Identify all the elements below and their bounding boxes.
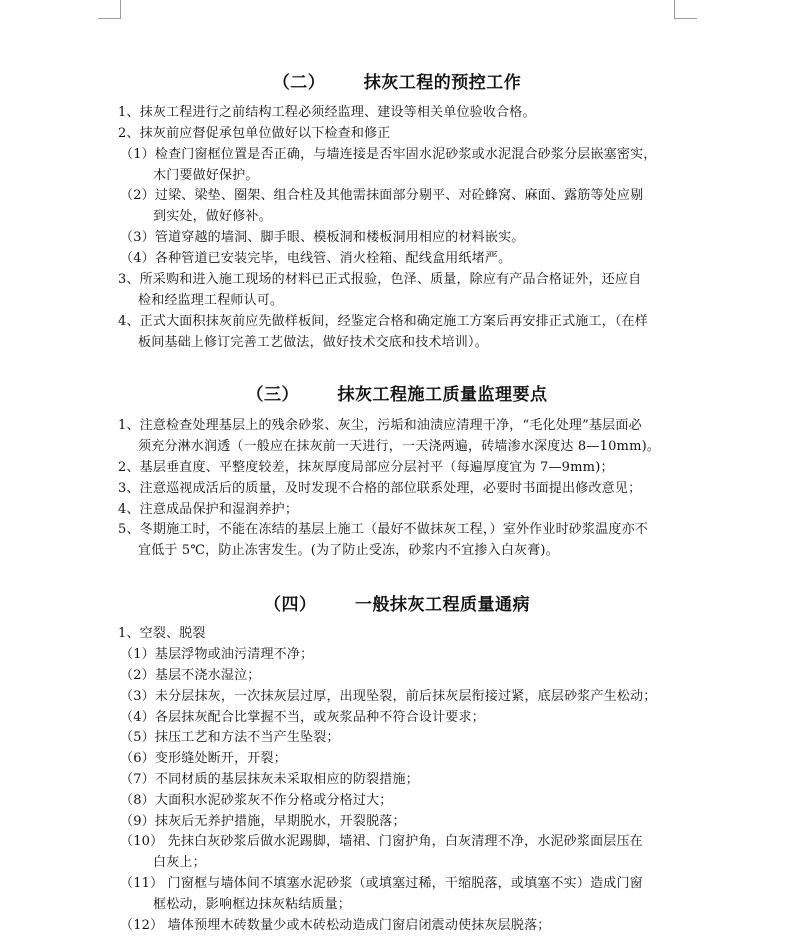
paragraph-line: 宜低于 5℃，防止冻害发生。(为了防止受冻，砂浆内不宜掺入白灰膏)。: [138, 543, 559, 558]
section-heading: （四） 一般抹灰工程质量通病: [263, 595, 530, 615]
paragraph-line: 检和经监理工程师认可。: [138, 293, 284, 308]
paragraph-line: （8）大面积水泥砂浆灰不作分格或分格过大；: [120, 793, 393, 808]
paragraph-line: （2）基层不浇水湿泣；: [120, 668, 261, 683]
paragraph-line: （6）变形缝处断开，开裂；: [120, 751, 287, 766]
crop-mark-top-right: [674, 0, 697, 19]
crop-mark-top-left: [98, 0, 121, 19]
section-heading: （三） 抹灰工程施工质量监理要点: [246, 385, 548, 405]
paragraph-line: 到实处，做好修补。: [153, 209, 272, 224]
paragraph-line: 1、注意检查处理基层上的残余砂浆、灰尘，污垢和油渍应清理干净，“毛化处理”基层面必: [118, 418, 642, 433]
paragraph-line: （4）各种管道已安装完毕，电线管、消火栓箱、配线盒用纸堵严。: [120, 251, 512, 266]
paragraph-line: （9）抹灰后无养护措施，早期脱水，开裂脱落；: [120, 814, 406, 829]
paragraph-line: 4、注意成品保护和湿润养护；: [118, 502, 299, 517]
paragraph-line: 2、基层垂直度、平整度较差，抹灰厚度局部应分层衬平（每遍厚度宜为 7—9mm)；: [118, 460, 614, 475]
paragraph-line: 2、抹灰前应督促承包单位做好以下检查和修正: [118, 126, 391, 141]
paragraph-line: 1、抹灰工程进行之前结构工程必须经监理、建设等相关单位验收合格。: [118, 105, 536, 120]
paragraph-line: （7）不同材质的基层抹灰未采取相应的防裂措施；: [120, 772, 419, 787]
paragraph-line: 木门要做好保护。: [153, 168, 259, 183]
paragraph-line: 4、正式大面积抹灰前应先做样板间，经鉴定合格和确定施工方案后再安排正式施工，（在样: [118, 314, 648, 329]
paragraph-line: （11） 门窗框与墙体间不填塞水泥砂浆（或填塞过稀，干缩脱落，或填塞不实）造成门窗: [120, 876, 643, 891]
paragraph-line: （5）抹压工艺和方法不当产生坠裂；: [120, 730, 340, 745]
paragraph-line: 3、注意巡视成活后的质量，及时发现不合格的部位联系处理，必要时书面提出修改意见；: [118, 481, 642, 496]
paragraph-line: （10） 先抹白灰砂浆后做水泥踢脚，墙裙、门窗护角，白灰清理不净，水泥砂浆面层压在: [120, 834, 643, 849]
paragraph-line: （1）基层浮物或油污清理不净；: [120, 647, 314, 662]
paragraph-line: 白灰上；: [153, 855, 206, 870]
paragraph-line: 3、所采购和进入施工现场的材料已正式报验，色泽、质量，除应有产品合格证外，还应自: [118, 272, 642, 287]
paragraph-line: （3）管道穿越的墙洞、脚手眼、模板洞和楼板洞用相应的材料嵌实。: [120, 230, 525, 245]
paragraph-line: （2）过梁、梁垫、圈架、组合柱及其他需抹面部分剔平、对砼蜂窝、麻面、露筋等处应剔: [120, 188, 644, 203]
paragraph-line: 须充分淋水润透（一般应在抹灰前一天进行，一天浇两遍，砖墙渗水深度达 8—10mm)。: [138, 439, 661, 454]
paragraph-line: 框松动，影响框边抹灰粘结质量；: [153, 897, 352, 912]
paragraph-line: 1、空裂、脱裂: [118, 626, 206, 641]
paragraph-line: （4）各层抹灰配合比掌握不当，或灰浆品种不符合设计要求；: [120, 710, 485, 725]
paragraph-line: 板间基础上修订完善工艺做法，做好技术交底和技术培训）。: [138, 335, 488, 350]
paragraph-line: （3）未分层抹灰，一次抹灰层过厚，出现坠裂，前后抹灰层衔接过紧，底层砂浆产生松动；: [120, 689, 657, 704]
section-heading: （二） 抹灰工程的预控工作: [272, 73, 522, 93]
paragraph-line: （12） 墙体预埋木砖数量少或木砖松动造成门窗启闭震动使抹灰层脱落；: [120, 918, 551, 933]
paragraph-line: 5、冬期施工时，不能在冻结的基层上施工（最好不做抹灰工程，）室外作业时砂浆温度亦不: [118, 522, 648, 537]
paragraph-line: （1）检查门窗框位置是否正确，与墙连接是否牢固水泥砂浆或水泥混合砂浆分层嵌塞密实，: [120, 147, 657, 162]
